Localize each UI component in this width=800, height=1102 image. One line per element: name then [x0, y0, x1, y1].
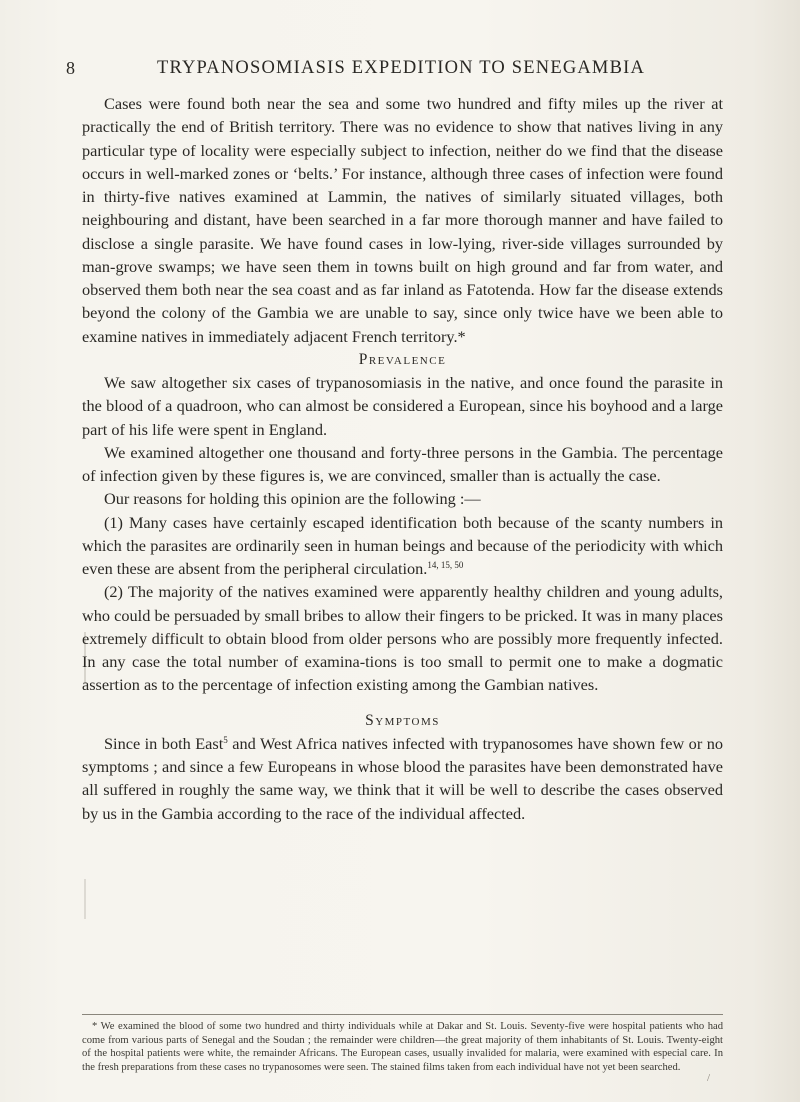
paragraph-reason-1 — [82, 511, 723, 581]
citation-superscript: 14, 15, 50 — [427, 560, 464, 570]
paragraph-reasons-intro: Our reasons for holding this opinion are the following :— — [104, 489, 481, 509]
section-heading-symptoms: Symptoms — [365, 711, 440, 729]
margin-bracket — [84, 879, 86, 919]
stray-pencil-mark: / — [707, 1072, 711, 1084]
paragraph-prevalence-cases: We saw altogether six cases of trypanosomiasis in the native, and once found the parasite in the blood of a quadroon, who can almost be considered a European, since his boyhood and a large part of his life were spent in England. — [82, 373, 723, 439]
paragraph-reason-2: (2) The majority of the natives examined were apparently healthy children and young adults, who could be persuaded by small bribes to allow their fingers to be pricked. It was in many places extremely difficult to obtain blood from older persons who are possibly more frequently infected. In any case the total number of examina-tions is too small to permit one to make a dogmatic assertion as to the percentage of infection existing among the Gambian natives. — [82, 582, 723, 695]
running-title: TRYPANOSOMIASIS EXPEDITION TO SENEGAMBIA — [156, 58, 646, 78]
paragraph-symptoms — [82, 732, 723, 825]
footnote — [82, 1020, 723, 1074]
section-heading-prevalence: Prevalence — [358, 350, 447, 368]
citation-superscript: 5 — [223, 734, 228, 745]
symptoms-text-start: Since in both East — [104, 733, 224, 753]
page-header — [66, 58, 736, 82]
page-number: 8 — [66, 58, 76, 78]
paragraph-persons-examined: We examined altogether one thousand and forty-three persons in the Gambia. The percentage of infection given by these figures is, we are convinced, smaller than is actually the case. — [82, 442, 723, 485]
footnote-divider — [82, 1014, 723, 1015]
reason-1-text: (1) Many cases have certainly escaped identification both because of the scanty numbers in which the parasites are ordinarily seen in human beings and because of the periodicity with which even these are absent from the peripheral circulation. — [82, 512, 723, 578]
footnote-text: * We examined the blood of some two hundred and thirty individuals while at Dakar and St. Louis. Seventy-five were hospital patients who had come from various parts of Senegal and the Soudan ; the remainder were children—the great majority of them inhabitants of St. Louis. Twenty-eight of the hospital patients were white, the remainder Africans. The European cases, usually invalided for malaria, were examined with especial care. In the fresh preparations from these cases no trypanosomes were seen. The stained films taken from each individual have not yet been searched. — [82, 1021, 723, 1073]
paragraph-cases-location: Cases were found both near the sea and some two hundred and fifty miles up the river at practically the end of British territory. There was no evidence to show that natives living in any particular type of locality were especially subject to infection, neither do we find that the disease occurs in well-marked zones or ‘belts.’ For instance, although three cases of infection were found in thirty-five natives examined at Lammin, the natives of similarly situated villages, both neighbouring and distant, have been searched in a far more thorough manner and have failed to disclose a single parasite. We have found cases in low-lying, river-side villages surrounded by man-grove swamps; we have seen them in towns built on high ground and far from water, and observed them both near the sea coast and as far inland as Fatotenda. How far the disease extends beyond the colony of the Gambia we are unable to say, since only twice have we been able to examine natives in immediately adjacent French territory.* — [82, 94, 723, 346]
symptoms-text-rest: and West Africa natives infected with trypanosomes have shown few or no symptoms ; and since a few Europeans in whose blood the parasites have been demonstrated have all suffered in roughly the same way, we think that it will be well to describe the cases observed by us in the Gambia according to the race of the individual affected. — [82, 733, 724, 823]
body-text — [82, 92, 723, 825]
